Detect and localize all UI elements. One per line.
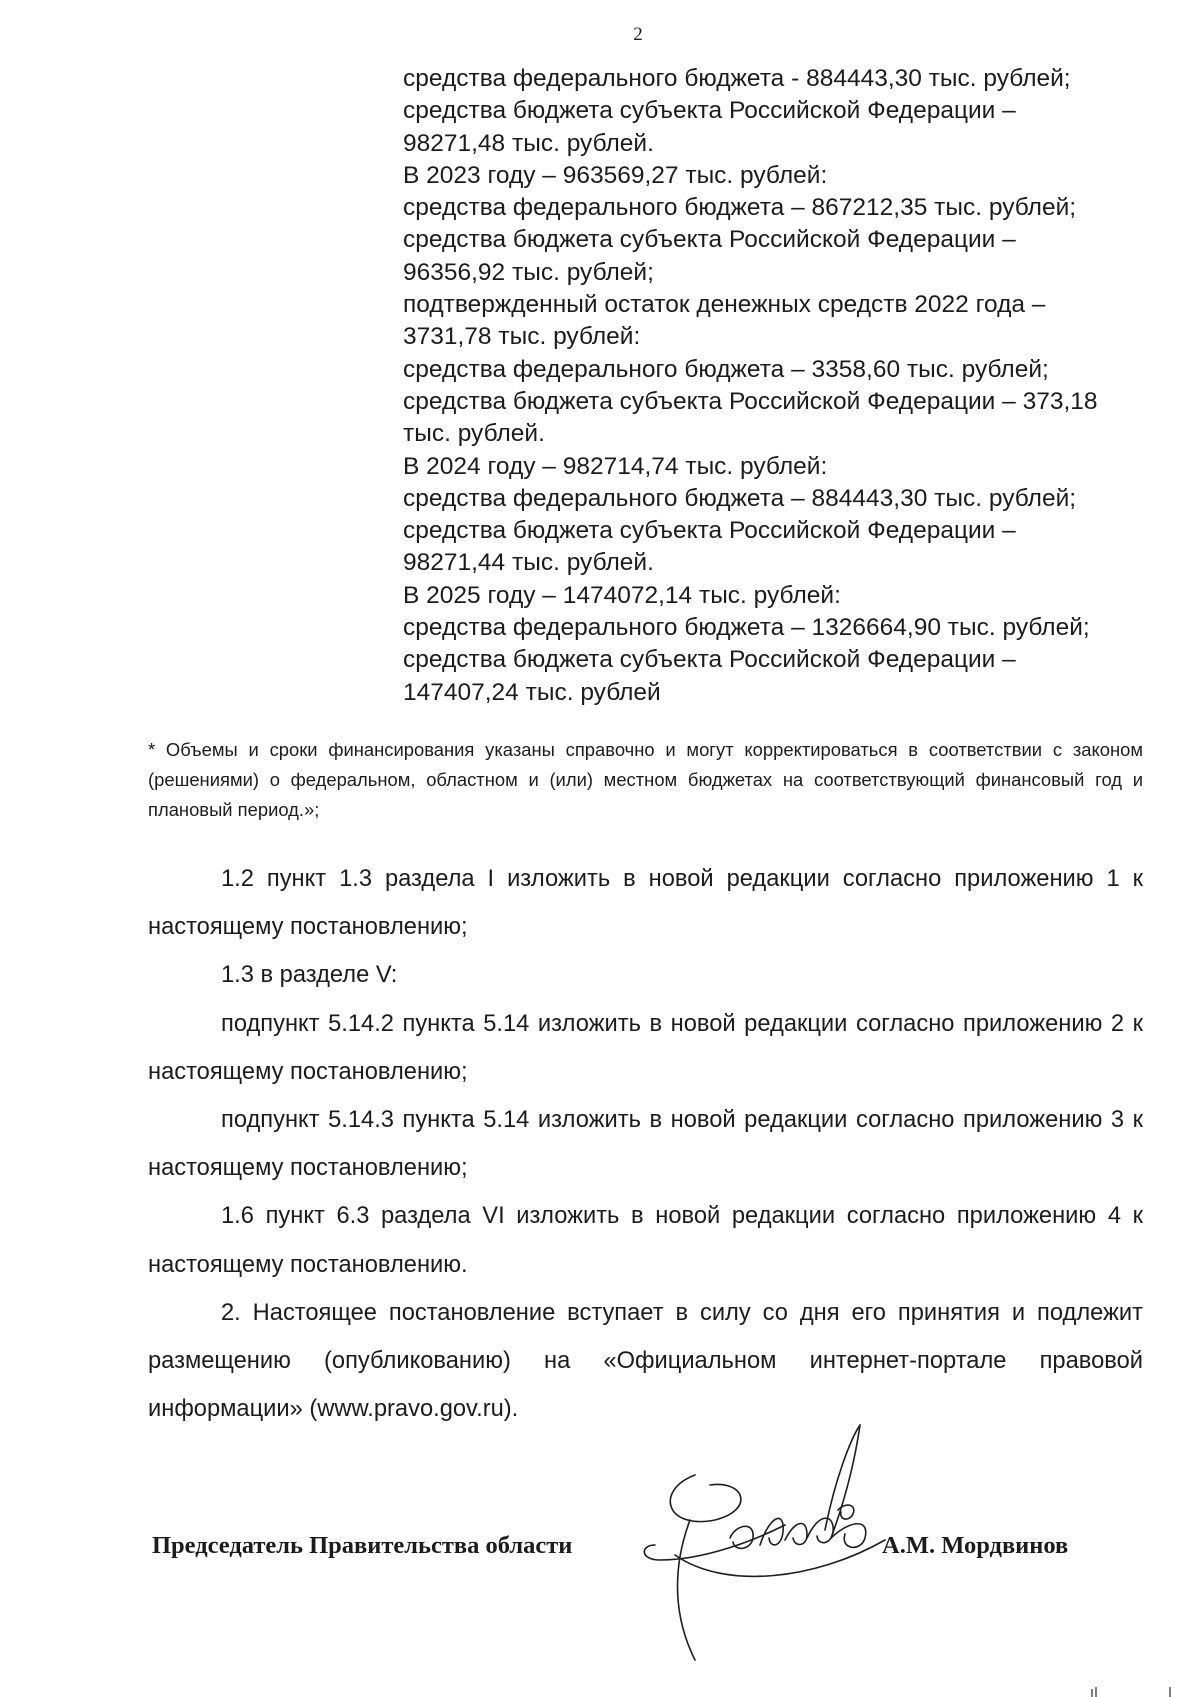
financing-volumes-block — [403, 63, 1163, 709]
finance-line: средства бюджета субъекта Российской Федерации – — [403, 97, 1016, 125]
subparagraph-5-14-3: подпункт 5.14.3 пункта 5.14 изложить в новой редакции согласно приложению 3 к настоящему постановлению; — [148, 1107, 1143, 1182]
signer-name: А.М. Мордвинов — [882, 1532, 1069, 1559]
finance-line: средства федерального бюджета – 3358,60 тыс. рублей; — [403, 355, 1049, 383]
finance-line: 96356,92 тыс. рублей; — [403, 258, 654, 286]
paragraph-1-3: 1.3 в разделе V: — [221, 962, 398, 989]
finance-line: средства бюджета субъекта Российской Федерации – — [403, 226, 1016, 254]
resolution-body — [148, 855, 1143, 1433]
signer-position: Председатель Правительства области — [152, 1532, 573, 1559]
finance-line: средства федерального бюджета – 884443,30 тыс. рублей; — [403, 484, 1077, 512]
paragraph-1-2: 1.2 пункт 1.3 раздела I изложить в новой редакции согласно приложению 1 к настоящему постановлению; — [148, 866, 1143, 941]
finance-line: средства бюджета субъекта Российской Федерации – — [403, 646, 1016, 674]
subparagraph-5-14-2: подпункт 5.14.2 пункта 5.14 изложить в новой редакции согласно приложению 2 к настоящему постановлению; — [148, 1010, 1143, 1085]
finance-line: В 2023 году – 963569,27 тыс. рублей: — [403, 161, 828, 189]
finance-line: средства федерального бюджета – 1326664,90 тыс. рублей; — [403, 614, 1090, 642]
finance-line: средства бюджета субъекта Российской Федерации – 373,18 — [403, 387, 1098, 415]
finance-line: тыс. рублей. — [403, 420, 545, 448]
paragraph-1-6: 1.6 пункт 6.3 раздела VI изложить в новой редакции согласно приложению 4 к настоящему постановлению. — [148, 1203, 1143, 1278]
finance-line: средства федерального бюджета – 867212,35 тыс. рублей; — [403, 194, 1077, 222]
footnote: * Объемы и сроки финансирования указаны справочно и могут корректироваться в соответствии с законом (решениями) о федеральном, областном и (или) местном бюджетах на соответствующий финансовый год и плановый период.»; — [148, 739, 1143, 820]
page-number: 2 — [633, 24, 643, 45]
finance-line: 3731,78 тыс. рублей: — [403, 323, 641, 351]
finance-line: 98271,44 тыс. рублей. — [403, 549, 654, 577]
finance-line: В 2024 году – 982714,74 тыс. рублей: — [403, 452, 828, 480]
finance-line: средства бюджета субъекта Российской Федерации – — [403, 517, 1016, 545]
scan-edge-mark — [1090, 1683, 1180, 1697]
finance-line: 98271,48 тыс. рублей. — [403, 129, 654, 157]
finance-line: В 2025 году – 1474072,14 тыс. рублей: — [403, 581, 841, 609]
finance-line: средства федерального бюджета - 884443,30 тыс. рублей; — [403, 65, 1071, 92]
finance-line: подтвержденный остаток денежных средств 2022 года – — [403, 291, 1046, 319]
paragraph-2: 2. Настоящее постановление вступает в силу со дня его принятия и подлежит размещению (опубликованию) на «Официальном интернет-портале правовой информации» (www.pravo.gov.ru). — [148, 1299, 1143, 1423]
finance-line: 147407,24 тыс. рублей — [403, 678, 661, 706]
